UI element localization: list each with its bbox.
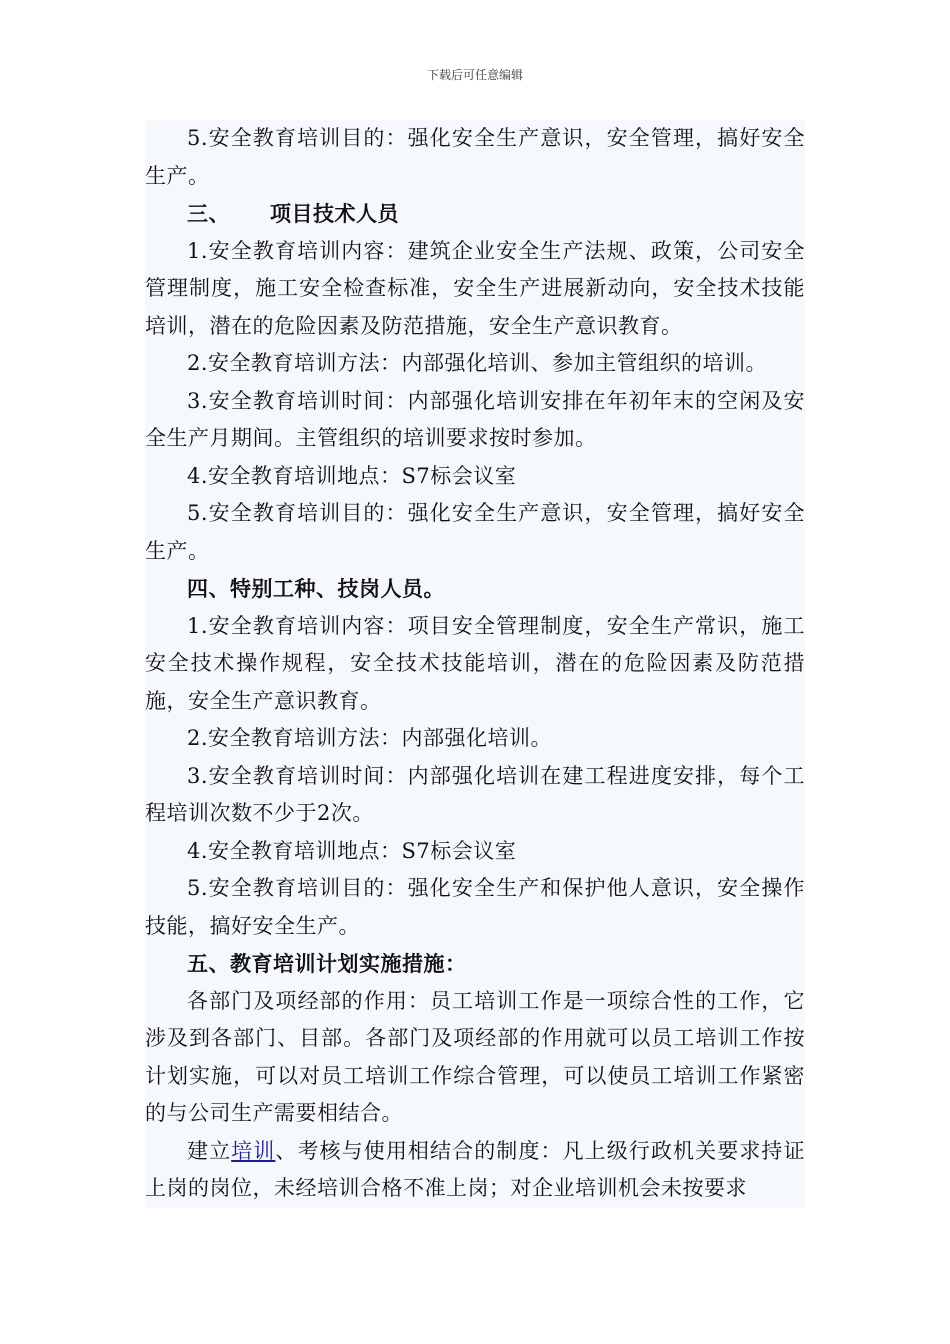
page-header: 下载后可任意编辑 [426,68,523,82]
paragraph: 4.安全教育培训地点：S7标会议室 [187,838,517,863]
paragraph: 5.安全教育培训目的：强化安全生产意识，安全管理，搞好安全生产。 [145,126,805,188]
section-title: 项目技术人员 [270,201,399,226]
section-heading-3 [145,195,805,233]
paragraph: 3.安全教育培训时间：内部强化培训安排在年初年末的空闲及安全生产月期间。主管组织的培训要求按时参加。 [145,388,805,450]
paragraph: 5.安全教育培训目的：强化安全生产意识，安全管理，搞好安全生产。 [145,501,805,563]
paragraph-text: 建立 [187,1138,232,1163]
section-heading-5: 五、教育培训计划实施措施： [187,951,467,976]
paragraph [145,1133,805,1208]
paragraph: 5.安全教育培训目的：强化安全生产和保护他人意识，安全操作技能，搞好安全生产。 [145,876,805,938]
paragraph: 1.安全教育培训内容：项目安全管理制度，安全生产常识，施工安全技术操作规程，安全技术技能培训，潜在的危险因素及防范措施，安全生产意识教育。 [145,613,805,713]
paragraph: 3.安全教育培训时间：内部强化培训在建工程进度安排，每个工程培训次数不少于2次。 [145,763,805,825]
section-number: 三、 [187,201,230,226]
paragraph: 2.安全教育培训方法：内部强化培训、参加主管组织的培训。 [187,351,768,375]
training-link[interactable]: 培训 [231,1138,276,1163]
paragraph: 2.安全教育培训方法：内部强化培训。 [187,726,553,750]
paragraph-text: 、考核与使用相结合的制度：凡上级行政机关要求持证上岗的岗位，未经培训合格不准上岗；对企业培训机会未按要求 [145,1138,806,1200]
document-body [145,120,805,1208]
section-heading-4: 四、特别工种、技岗人员。 [187,576,445,601]
paragraph: 各部门及项经部的作用：员工培训工作是一项综合性的工作，它涉及到各部门、目部。各部门及项经部的作用就可以员工培训工作按计划实施，可以对员工培训工作综合管理，可以使员工培训工作紧密的与公司生产需要相结合。 [145,988,805,1125]
paragraph: 1.安全教育培训内容：建筑企业安全生产法规、政策，公司安全管理制度，施工安全检查标准，安全生产进展新动向，安全技术技能培训，潜在的危险因素及防范措施，安全生产意识教育。 [145,238,805,338]
paragraph: 4.安全教育培训地点：S7标会议室 [187,463,517,488]
